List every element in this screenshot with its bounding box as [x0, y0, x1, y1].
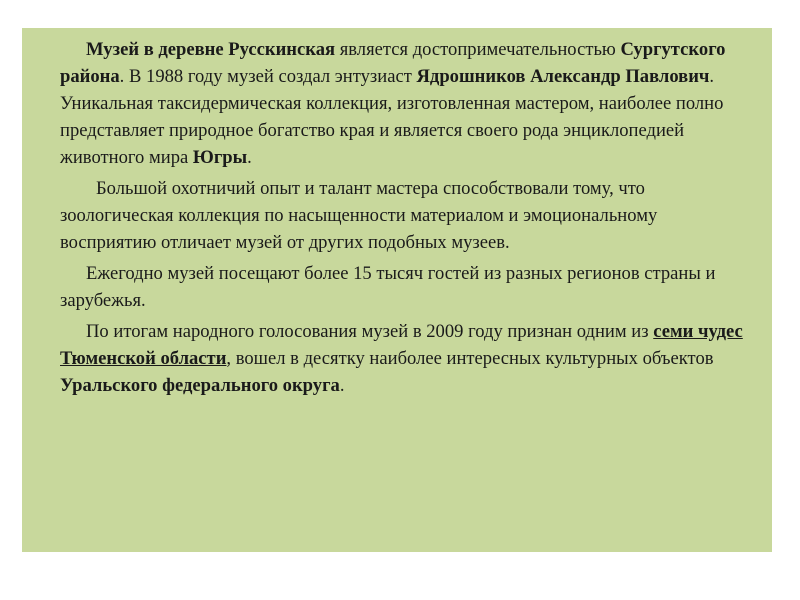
text-segment: является достопримечательностью — [335, 39, 621, 60]
federal-district-name: Уральского федерального округа — [60, 375, 340, 396]
text-segment: Ежегодно музей посещают более 15 тысяч гостей из разных регионов страны и зарубежья. — [60, 263, 716, 311]
seven-wonders-link[interactable]: семи чудес Тюменской области — [60, 321, 743, 369]
text-segment: . — [339, 375, 345, 396]
paragraph-vote — [60, 318, 754, 399]
text-segment: . В 1988 году музей создал энтузиаст — [119, 66, 417, 87]
text-segment: По итогам народного голосования музей в 2009 году признан одним из — [86, 321, 654, 342]
text-segment: . — [247, 147, 252, 168]
paragraph-visitors — [60, 260, 754, 314]
text-segment: , вошел в десятку наиболее интересных культурных объектов — [226, 348, 714, 369]
text-segment: Большой охотничий опыт и талант мастера способствовали тому, что зоологическая коллекция по насыщенности материалом и эмоциональному восприятию отличает музей от других подобных музеев. — [60, 178, 658, 253]
text-segment: . Уникальная таксидермическая коллекция, изготовленная мастером, наиболее полно представляет природное богатство края и является своего рода энциклопедией животного мира — [60, 66, 724, 168]
district-name: Сургутского района — [60, 39, 726, 87]
text-panel — [22, 28, 772, 552]
museum-name: Музей в деревне Русскинская — [86, 39, 336, 60]
founder-name: Ядрошников Александр Павлович — [416, 66, 710, 87]
paragraph-museum-intro — [60, 36, 754, 171]
paragraph-collection — [60, 175, 754, 256]
region-name: Югры — [192, 147, 248, 168]
